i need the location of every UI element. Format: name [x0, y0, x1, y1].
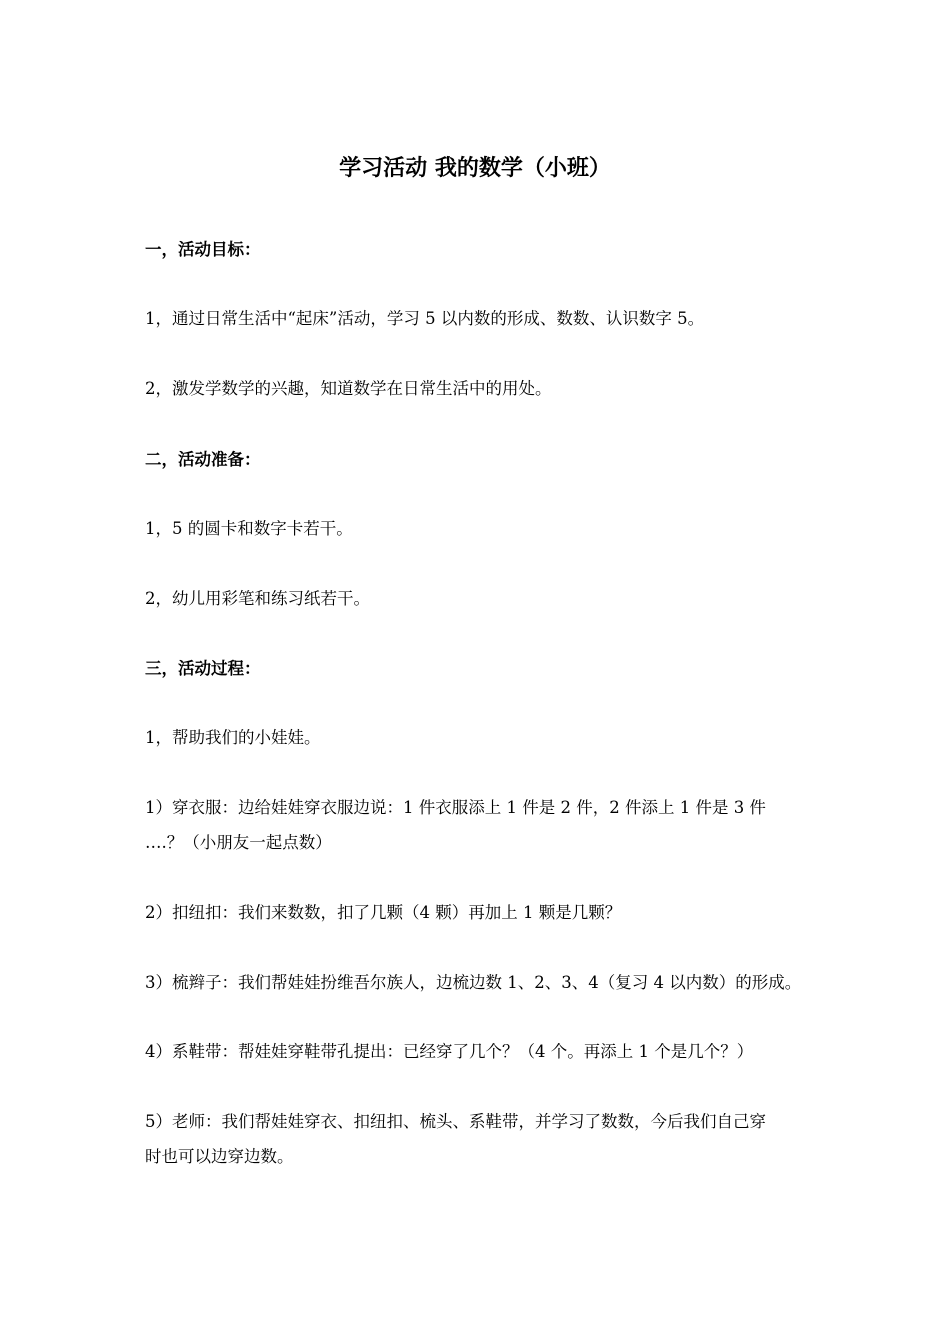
process-item-1: 1，帮助我们的小娃娃。: [145, 728, 321, 747]
process-step-teacher: 5）老师：我们帮娃娃穿衣、扣纽扣、梳头、系鞋带，并学习了数数，今后我们自己穿: [145, 1112, 766, 1131]
section-heading-preparation: 二，活动准备：: [145, 450, 261, 469]
section-heading-goals: 一，活动目标：: [145, 240, 261, 259]
process-step-buttons: 2）扣纽扣：我们来数数，扣了几颗（4 颗）再加上 1 颗是几颗？: [145, 903, 622, 922]
section-heading-process: 三，活动过程：: [145, 659, 261, 678]
process-step-shoelaces: 4）系鞋带：帮娃娃穿鞋带孔提出：已经穿了几个？（4 个。再添上 1 个是几个？）: [145, 1042, 754, 1061]
goal-item-1: 1，通过日常生活中“起床”活动，学习 5 以内数的形成、数数、认识数字 5。: [145, 309, 705, 328]
document-title: 学习活动 我的数学（小班）: [339, 155, 611, 181]
preparation-item-1: 1，5 的圆卡和数字卡若干。: [145, 519, 353, 538]
goal-item-2: 2，激发学数学的兴趣，知道数学在日常生活中的用处。: [145, 379, 552, 398]
process-step-teacher-continued: 时也可以边穿边数。: [145, 1147, 294, 1166]
preparation-item-2: 2，幼儿用彩笔和练习纸若干。: [145, 589, 370, 608]
process-step-dress: 1）穿衣服：边给娃娃穿衣服边说：1 件衣服添上 1 件是 2 件，2 件添上 1 件是 3 件: [145, 798, 766, 817]
process-step-dress-continued: ….？（小朋友一起点数）: [145, 833, 332, 852]
process-step-braids: 3）梳辫子：我们帮娃娃扮维吾尔族人，边梳边数 1、2、3、4（复习 4 以内数）的形成。: [145, 973, 802, 992]
